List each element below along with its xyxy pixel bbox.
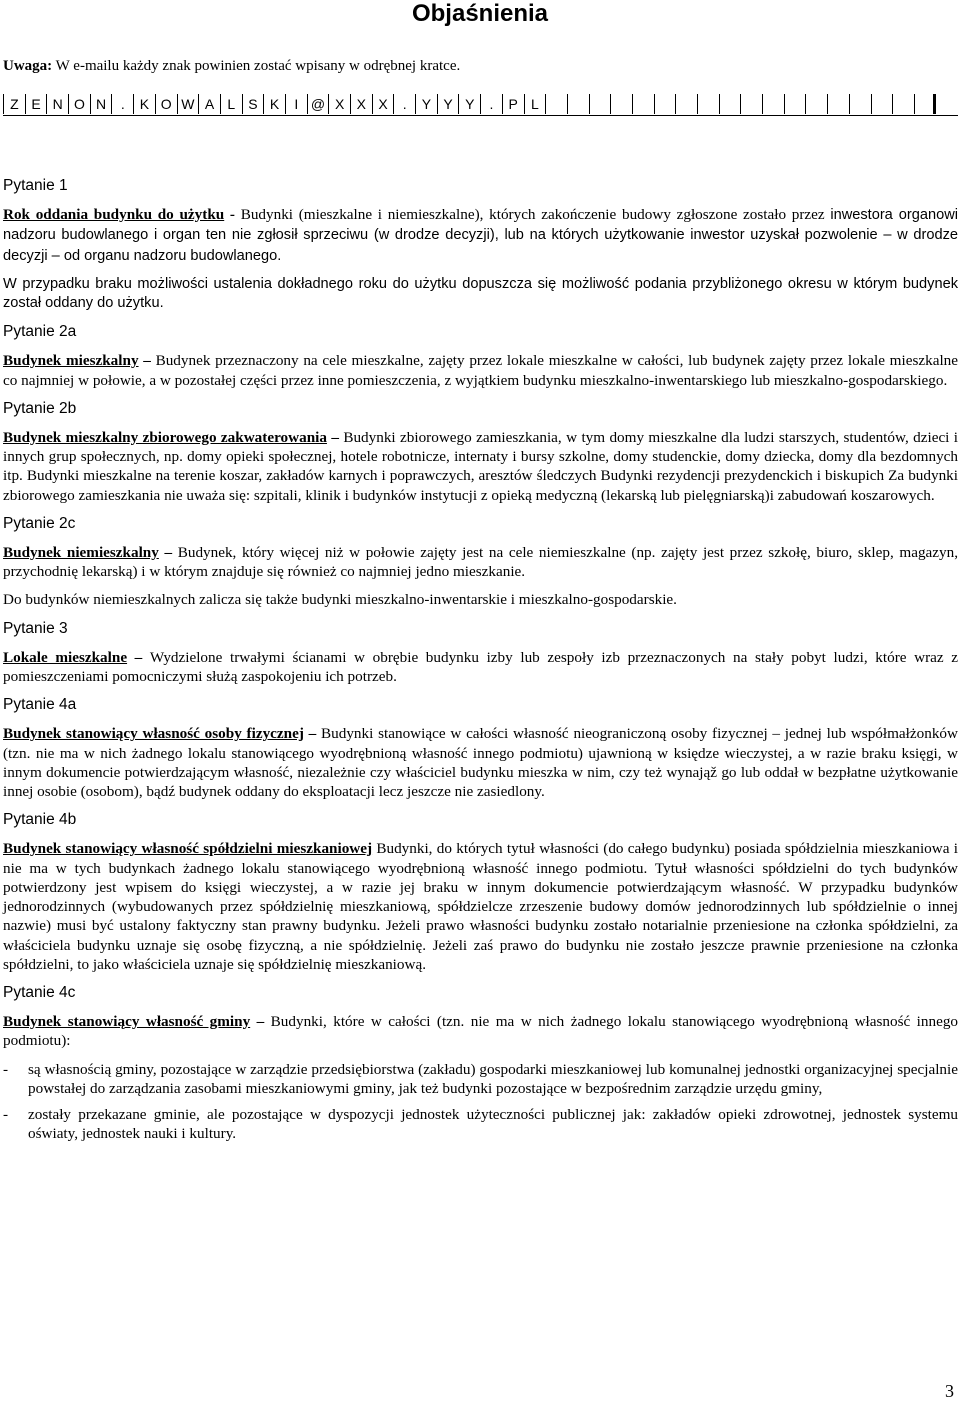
email-char-box[interactable]: A xyxy=(198,94,220,114)
definition-text-continued: inwestora organowi nadzoru budowlanego i organ ten nie zgłosił sprzeciwu (w drodze decyzji), lub na których użytkowanie inwestor uzyskał pozwolenie – w drodze decyzji – od organu nadzoru budowlanego. xyxy=(3,207,958,264)
section-heading: Pytanie 2b xyxy=(3,399,77,417)
email-char-box[interactable]: @ xyxy=(307,94,329,114)
definition-term: Budynek mieszkalny zbiorowego zakwaterowania xyxy=(3,429,327,447)
definition-term: Budynek stanowiący własność spółdzielni mieszkaniowej xyxy=(3,840,373,858)
definition-separator: – xyxy=(250,1013,271,1031)
email-char-box[interactable] xyxy=(762,94,784,114)
email-char-box[interactable]: L xyxy=(220,94,242,114)
section-definition xyxy=(3,428,958,505)
email-char-box[interactable]: P xyxy=(502,94,524,114)
email-char-box[interactable] xyxy=(784,94,806,114)
definition-text: Budynki zbiorowego zamieszkania, w tym domy mieszkalne dla ludzi starszych, studentów, dzieci i innych grup społecznych, np. domy opieki społecznej, hotele robotnicze, internaty i bursy szkolne, domy studenckie, domy dziecka, domy dla bezdomnych itp. Budynki mieszkalne na terenie koszar, zakładów karnych i poprawczych, aresztów śledczych Budynki rezydencji prezydenckich i biskupich Za budynki zbiorowego zamieszkania nie uważa się: szpitali, klinik i budynków instytucji z opieką medyczną (lekarską lub pielęgniarską)i zabudowań koszarowych. xyxy=(3,429,959,504)
definition-text: Budynki, które w całości (tzn. nie ma w nich żadnego lokalu stanowiącego wyodrębnioną własność innego podmiotu): xyxy=(3,1013,959,1050)
definition-separator: – xyxy=(127,648,150,666)
email-char-box[interactable] xyxy=(719,94,741,114)
email-char-box[interactable] xyxy=(567,94,589,114)
dash-bullet: - xyxy=(3,1105,9,1123)
definition-term: Rok oddania budynku do użytku xyxy=(3,206,225,224)
email-char-box[interactable]: L xyxy=(524,94,546,114)
explanations-body xyxy=(3,170,958,1150)
definition-term: Budynek stanowiący własność gminy xyxy=(3,1013,251,1031)
section-definition xyxy=(3,839,958,973)
email-char-box[interactable]: . xyxy=(111,94,133,114)
list-item xyxy=(3,1105,958,1143)
definition-term: Budynek stanowiący własność osoby fizycznej xyxy=(3,725,304,743)
email-char-box[interactable]: Y xyxy=(415,94,437,114)
email-char-box[interactable]: E xyxy=(25,94,47,114)
definition-separator: – xyxy=(303,725,322,743)
email-char-box[interactable]: Y xyxy=(437,94,459,114)
email-char-box[interactable]: O xyxy=(155,94,177,114)
email-char-box[interactable] xyxy=(589,94,611,114)
note-text: W e-mailu każdy znak powinien zostać wpisany w odrębnej kratce. xyxy=(52,58,461,74)
definition-text: Wydzielone trwałymi ścianami w obrębie budynku izby lub zespoły izb przeznaczonych na stały pobyt ludzi, które wraz z pomieszczeniami pomocniczymi służą zaspokojeniu ich potrzeb. xyxy=(3,648,958,686)
section-definition xyxy=(3,543,958,581)
definition-term: Budynek niemieszkalny xyxy=(3,544,159,562)
definition-separator: - xyxy=(224,206,241,224)
email-char-box[interactable]: X xyxy=(328,94,350,114)
definition-term: Lokale mieszkalne xyxy=(3,648,128,666)
email-char-box[interactable] xyxy=(654,94,676,114)
note-label: Uwaga: xyxy=(3,58,53,74)
email-char-box[interactable] xyxy=(675,94,697,114)
email-char-box[interactable]: . xyxy=(393,94,415,114)
section-heading: Pytanie 4c xyxy=(3,983,76,1001)
section-heading: Pytanie 4b xyxy=(3,811,77,829)
section-heading: Pytanie 3 xyxy=(3,619,68,637)
email-char-box[interactable]: I xyxy=(285,94,307,114)
definition-text: Budynek, który więcej niż w połowie zajęty jest na cele niemieszkalne (np. zajęty jest przez szkołę, biuro, sklep, magazyn, przychodnię lekarską) i w którym znajduje się również co najmniej jedno mieszkanie. xyxy=(3,544,959,581)
section-definition xyxy=(3,205,958,266)
definition-text: Budynki (mieszkalne i niemieszkalne), których zakończenie budowy zgłoszone zostało przez xyxy=(240,206,831,224)
definition-text: Budynki stanowiące w całości własność nieograniczoną osoby fizycznej – jednej lub współmałżonków (tzn. nie ma w nich żadnego lokalu stanowiącego wyodrębnioną własność innego podmiotu) ujawnioną w księdze wieczystej, a w razie braku księgi, w innym dokumencie potwierdzającym własność, niezależnie czy właściciel budynku mieszka w nim, czy też wynająž go lub oddał w bezpłatne użytkowanie innej osobie (osobom), bądź budynek oddany do eksploatacji lecz jeszcze nie zasiedlony. xyxy=(3,725,958,801)
email-char-box[interactable] xyxy=(610,94,632,114)
email-char-box[interactable] xyxy=(545,94,567,114)
email-char-box[interactable] xyxy=(740,94,762,114)
email-char-box[interactable] xyxy=(892,94,914,114)
email-char-box[interactable] xyxy=(632,94,654,114)
email-char-box[interactable] xyxy=(849,94,871,114)
section-note: Do budynków niemieszkalnych zalicza się także budynki mieszkalno-inwentarskie i mieszkalno-gospodarskie. xyxy=(3,591,677,609)
email-char-box[interactable]: N xyxy=(46,94,68,114)
email-char-box[interactable]: O xyxy=(68,94,90,114)
email-note xyxy=(3,57,460,75)
email-char-box[interactable] xyxy=(914,94,936,114)
page-number: 3 xyxy=(945,1381,954,1401)
definition-separator: – xyxy=(158,544,178,562)
email-char-box[interactable]: X xyxy=(350,94,372,114)
section-heading: Pytanie 1 xyxy=(3,177,68,194)
dash-bullet: - xyxy=(3,1060,9,1078)
section-note: W przypadku braku możliwości ustalenia dokładnego roku do użytku dopuszcza się możliwość podania przybliżonego okresu w którym budynek został oddany do użytku. xyxy=(3,275,958,312)
definition-separator: – xyxy=(326,429,344,447)
section-heading: Pytanie 2a xyxy=(3,323,77,341)
email-char-box[interactable]: N xyxy=(90,94,112,114)
email-char-box[interactable]: . xyxy=(480,94,502,114)
email-char-box[interactable]: K xyxy=(133,94,155,114)
email-char-box[interactable]: Y xyxy=(458,94,480,114)
section-definition xyxy=(3,724,958,801)
email-char-box[interactable] xyxy=(805,94,827,114)
email-char-box[interactable] xyxy=(827,94,849,114)
section-definition xyxy=(3,1012,958,1050)
definition-separator: – xyxy=(138,352,156,370)
definition-text: Budynki, do których tytuł własności (do całego budynku) posiada spółdzielnia mieszkaniowa i nie ma w tych budynkach żadnego lokalu stanowiącego wyodrębnioną własność innego podmiotu. Tytuł własności spółdzielni do tych budynków potwierdzony jest wpisem do księgi wieczystej, a w razie jej braku w innym dokumencie potwierdzającym własność. W przypadku budynków jednorodzinnych (wybudowanych przez spółdzielnię mieszkaniową, spółdzielcze zrzeszenie budowy domów jednorodzinnych lub spółdzielnie o innej nazwie) musi być ustalony faktyczny stan prawny budynku. Jeżeli prawo własności budynku zostało notarialnie przeniesione na członka spółdzielni, za właściciela budynku uznaje się osobę fizyczną, a nie spółdzielnię. Jeżeli zaś prawo do budynku nie zostało jeszcze prawnie przeniesione na członka spółdzielni, to jako właściciela uznaje się spółdzielnię mieszkaniową. xyxy=(3,840,958,973)
email-char-box[interactable]: S xyxy=(242,94,264,114)
email-character-boxes xyxy=(3,94,958,116)
email-char-box[interactable]: W xyxy=(177,94,199,114)
section-definition xyxy=(3,648,958,686)
list-item xyxy=(3,1060,958,1098)
email-char-box[interactable] xyxy=(697,94,719,114)
definition-term: Budynek mieszkalny xyxy=(3,352,139,370)
email-char-box[interactable]: X xyxy=(372,94,394,114)
email-char-box[interactable]: K xyxy=(263,94,285,114)
section-heading: Pytanie 2c xyxy=(3,514,76,532)
section-definition xyxy=(3,351,958,389)
list-item-text: zostały przekazane gminie, ale pozostające w dyspozycji jednostek użyteczności publicznej jak: zakładów opieki zdrowotnej, jednostek systemu oświaty, jednostek nauki i kultury. xyxy=(28,1105,958,1143)
page-title: Objaśnienia xyxy=(411,0,549,27)
list-item-text: są własnością gminy, pozostające w zarządzie przedsiębiorstwa (zakładu) gospodarki mieszkaniowej lub komunalnej jednostki organizacyjnej specjalnie powstałej do zarządzania zasobami mieszkaniowymi gminy, jak też budynki pozostające w bezpośrednim zarządzie urzędu gminy, xyxy=(28,1060,958,1097)
definition-text: Budynek przeznaczony na cele mieszkalne, zajęty przez lokale mieszkalne w całości, lub budynek zajęty przez lokale mieszkalne co najmniej w połowie, a w pozostałej części przez inne pomieszczenia, z wyjątkiem budynku mieszkalno-inwentarskiego lub mieszkalno-gospodarskiego. xyxy=(3,352,958,389)
email-char-box[interactable] xyxy=(871,94,893,114)
section-heading: Pytanie 4a xyxy=(3,696,77,714)
email-char-box[interactable]: Z xyxy=(3,94,25,114)
